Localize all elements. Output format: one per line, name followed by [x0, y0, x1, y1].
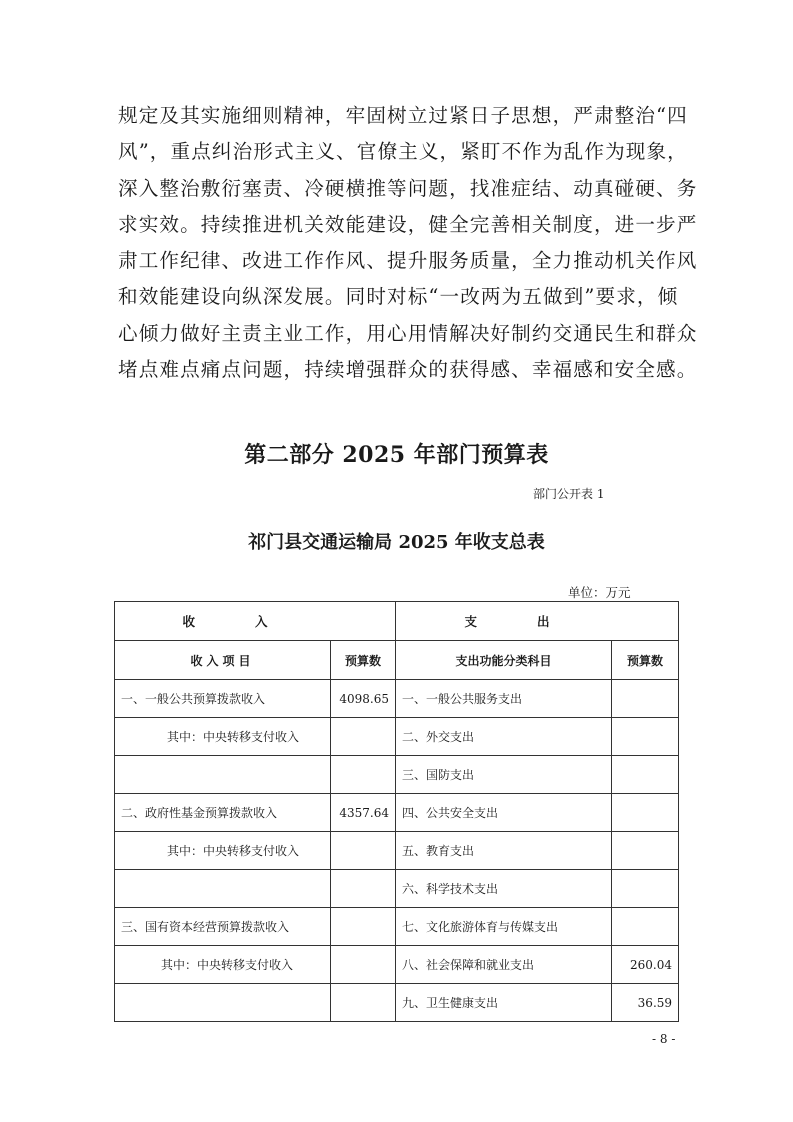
- header-income: 收入: [115, 602, 396, 641]
- body-paragraph: [118, 98, 698, 388]
- income-item: 三、国有资本经营预算拨款收入: [115, 908, 331, 946]
- col-income-item: 收入项目: [115, 641, 331, 680]
- expense-item: 一、一般公共服务支出: [396, 680, 612, 718]
- income-value: 4357.64: [331, 794, 396, 832]
- table-row: [115, 794, 679, 832]
- paragraph-line: 求实效。持续推进机关效能建设，健全完善相关制度，进一步严: [118, 212, 698, 236]
- table-row: [115, 718, 679, 756]
- income-value: 4098.65: [331, 680, 396, 718]
- paragraph-line: 和效能建设向纵深发展。同时对标“一改两为五做到”要求，倾: [118, 285, 679, 309]
- paragraph-line: 风”，重点纠治形式主义、官僚主义，紧盯不作为乱作为现象，: [118, 140, 688, 164]
- income-value: [331, 870, 396, 908]
- expense-value: [612, 870, 679, 908]
- income-item: 其中：中央转移支付收入: [115, 832, 331, 870]
- page-number: - 8 -: [652, 1032, 676, 1046]
- expense-item: 八、社会保障和就业支出: [396, 946, 612, 984]
- table-row: [115, 680, 679, 718]
- col-income-budget: 预算数: [331, 641, 396, 680]
- expense-item: 九、卫生健康支出: [396, 984, 612, 1022]
- table-number: 部门公开表 1: [533, 487, 605, 501]
- table-row: [115, 984, 679, 1022]
- expense-value: [612, 756, 679, 794]
- expense-value: 260.04: [612, 946, 679, 984]
- income-item: [115, 870, 331, 908]
- expense-value: [612, 680, 679, 718]
- table-row: [115, 832, 679, 870]
- paragraph-line: 肃工作纪律、改进工作作风、提升服务质量，全力推动机关作风: [118, 249, 698, 273]
- paragraph-line: 堵点难点痛点问题，持续增强群众的获得感、幸福感和安全感。: [118, 358, 698, 382]
- budget-summary-table: [114, 601, 679, 1022]
- table-row: [115, 756, 679, 794]
- income-value: [331, 718, 396, 756]
- expense-item: 六、科学技术支出: [396, 870, 612, 908]
- header-expense: 支出: [396, 602, 679, 641]
- expense-value: 36.59: [612, 984, 679, 1022]
- income-value: [331, 756, 396, 794]
- income-item: 其中：中央转移支付收入: [115, 946, 331, 984]
- income-item: 二、政府性基金预算拨款收入: [115, 794, 331, 832]
- expense-item: 四、公共安全支出: [396, 794, 612, 832]
- expense-value: [612, 718, 679, 756]
- income-item: 其中：中央转移支付收入: [115, 718, 331, 756]
- paragraph-line: 规定及其实施细则精神，牢固树立过紧日子思想，严肃整治“四: [118, 104, 688, 127]
- expense-item: 七、文化旅游体育与传媒支出: [396, 908, 612, 946]
- expense-value: [612, 908, 679, 946]
- col-expense-item: 支出功能分类科目: [396, 641, 612, 680]
- col-expense-budget: 预算数: [612, 641, 679, 680]
- income-item: 一、一般公共预算拨款收入: [115, 680, 331, 718]
- table-row: [115, 946, 679, 984]
- expense-item: 五、教育支出: [396, 832, 612, 870]
- expense-item: 三、国防支出: [396, 756, 612, 794]
- income-value: [331, 946, 396, 984]
- table-column-row: [115, 641, 679, 680]
- table-row: [115, 870, 679, 908]
- income-item: [115, 984, 331, 1022]
- income-value: [331, 984, 396, 1022]
- income-value: [331, 832, 396, 870]
- table-title: 祁门县交通运输局 2025 年收支总表: [248, 532, 545, 553]
- income-item: [115, 756, 331, 794]
- paragraph-line: 深入整治敷衍塞责、冷硬横推等问题，找准症结、动真碰硬、务: [118, 176, 698, 200]
- expense-value: [612, 832, 679, 870]
- unit-label: 单位：万元: [568, 585, 631, 600]
- paragraph-line: 心倾力做好主责主业工作，用心用情解决好制约交通民生和群众: [118, 321, 698, 345]
- expense-item: 二、外交支出: [396, 718, 612, 756]
- part-title: 第二部分 2025 年部门预算表: [244, 442, 549, 468]
- table-row: [115, 908, 679, 946]
- expense-value: [612, 794, 679, 832]
- table-header-row: [115, 602, 679, 641]
- income-value: [331, 908, 396, 946]
